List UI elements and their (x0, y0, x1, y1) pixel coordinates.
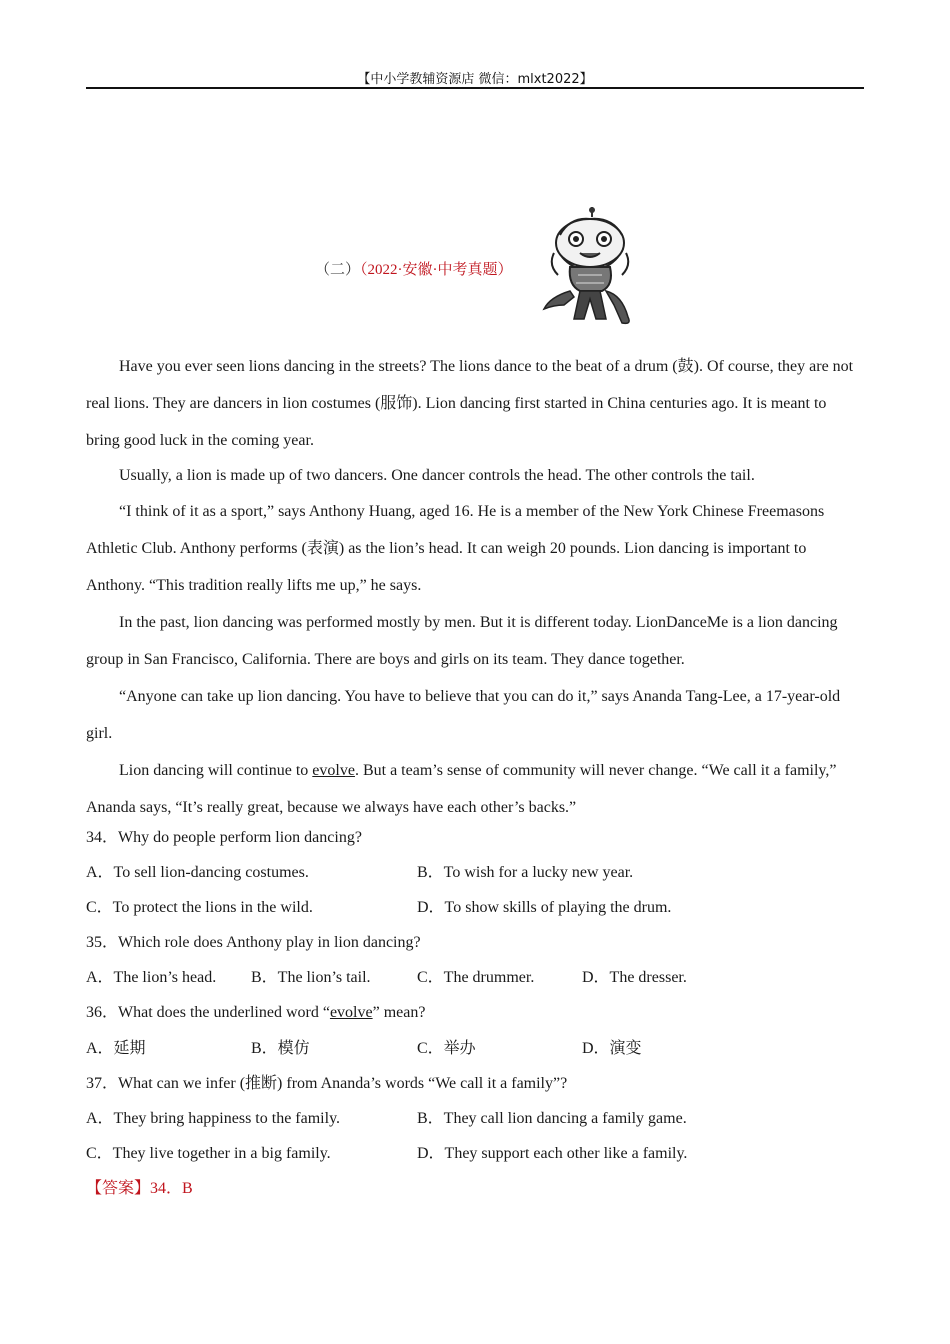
paragraph-6-after: . But a team’s sense of community will never change. “We call it a family,” Ananda says, “It’s really great, because we always have each other’s backs.” (86, 762, 837, 816)
q36-underlined-word: evolve (329, 1004, 373, 1021)
q36-option-d: D．演变 (582, 1040, 642, 1057)
question-35: 35．Which role does Anthony play in lion dancing? (86, 934, 421, 951)
paragraph-5: “Anyone can take up lion dancing. You have to believe that you can do it,” says Ananda Tang-Lee, a 17-year-old girl. (86, 688, 841, 742)
q35-option-b: B．The lion’s tail. (251, 969, 371, 986)
q36-stem-before: 36．What does the underlined word “ (86, 1004, 330, 1021)
q34-option-b: B．To wish for a lucky new year. (417, 864, 634, 881)
q34-option-d: D．To show skills of playing the drum. (417, 899, 672, 916)
paragraph-3: “I think of it as a sport,” says Anthony Huang, aged 16. He is a member of the New York Chinese Freemasons Athletic Club. Anthony performs (表演) as the lion’s head. It can weigh 20 pounds. Lion dancing is important to Anthony. “This tradition really lifts me up,” he says. (86, 503, 825, 594)
answer-key: 【答案】34．B (86, 1180, 193, 1197)
underlined-word: evolve (312, 762, 355, 779)
q37-option-b: B．They call lion dancing a family game. (417, 1110, 687, 1127)
section-source: （2022·安徽·中考真题） (360, 262, 513, 278)
reading-passage (86, 348, 864, 826)
page-header: 【中小学教辅资源店 微信：mlxt2022】 (357, 72, 593, 87)
paragraph-6-before: Lion dancing will continue to (119, 762, 313, 779)
q36-option-b: B．模仿 (251, 1040, 310, 1057)
q34-option-a: A．To sell lion-dancing costumes. (86, 864, 309, 881)
q36-stem-after: ” mean? (372, 1004, 426, 1021)
paragraph-4: In the past, lion dancing was performed mostly by men. But it is different today. LionDanceMe is a lion dancing group in San Francisco, California. There are boys and girls on its team. They dance together. (86, 614, 838, 668)
section-number: （二） (315, 262, 361, 278)
q37-option-c: C．They live together in a big family. (86, 1145, 331, 1162)
q35-option-c: C．The drummer. (417, 969, 535, 986)
question-37: 37．What can we infer (推断) from Ananda’s words “We call it a family”? (86, 1075, 568, 1092)
q35-option-a: A．The lion’s head. (86, 969, 217, 986)
q36-option-c: C．举办 (417, 1040, 476, 1057)
question-34: 34．Why do people perform lion dancing? (86, 829, 362, 846)
question-36 (86, 999, 425, 1022)
paragraph-2: Usually, a lion is made up of two dancers. One dancer controls the head. The other controls the tail. (119, 467, 755, 484)
paragraph-1: Have you ever seen lions dancing in the streets? The lions dance to the beat of a drum (鼓). Of course, they are not real lions. They are dancers in lion costumes (服饰). Lion dancing first started in China centuries ago. It is meant to bring good luck in the coming year. (86, 358, 854, 449)
paragraph-6 (86, 752, 864, 826)
lion-dance-illustration (540, 205, 640, 330)
q37-option-d: D．They support each other like a family. (417, 1145, 688, 1162)
q34-option-c: C．To protect the lions in the wild. (86, 899, 313, 916)
q36-option-a: A．延期 (86, 1040, 146, 1057)
q37-option-a: A．They bring happiness to the family. (86, 1110, 341, 1127)
q35-option-d: D．The dresser. (582, 969, 687, 986)
section-title (315, 258, 513, 279)
header-divider (86, 87, 864, 89)
